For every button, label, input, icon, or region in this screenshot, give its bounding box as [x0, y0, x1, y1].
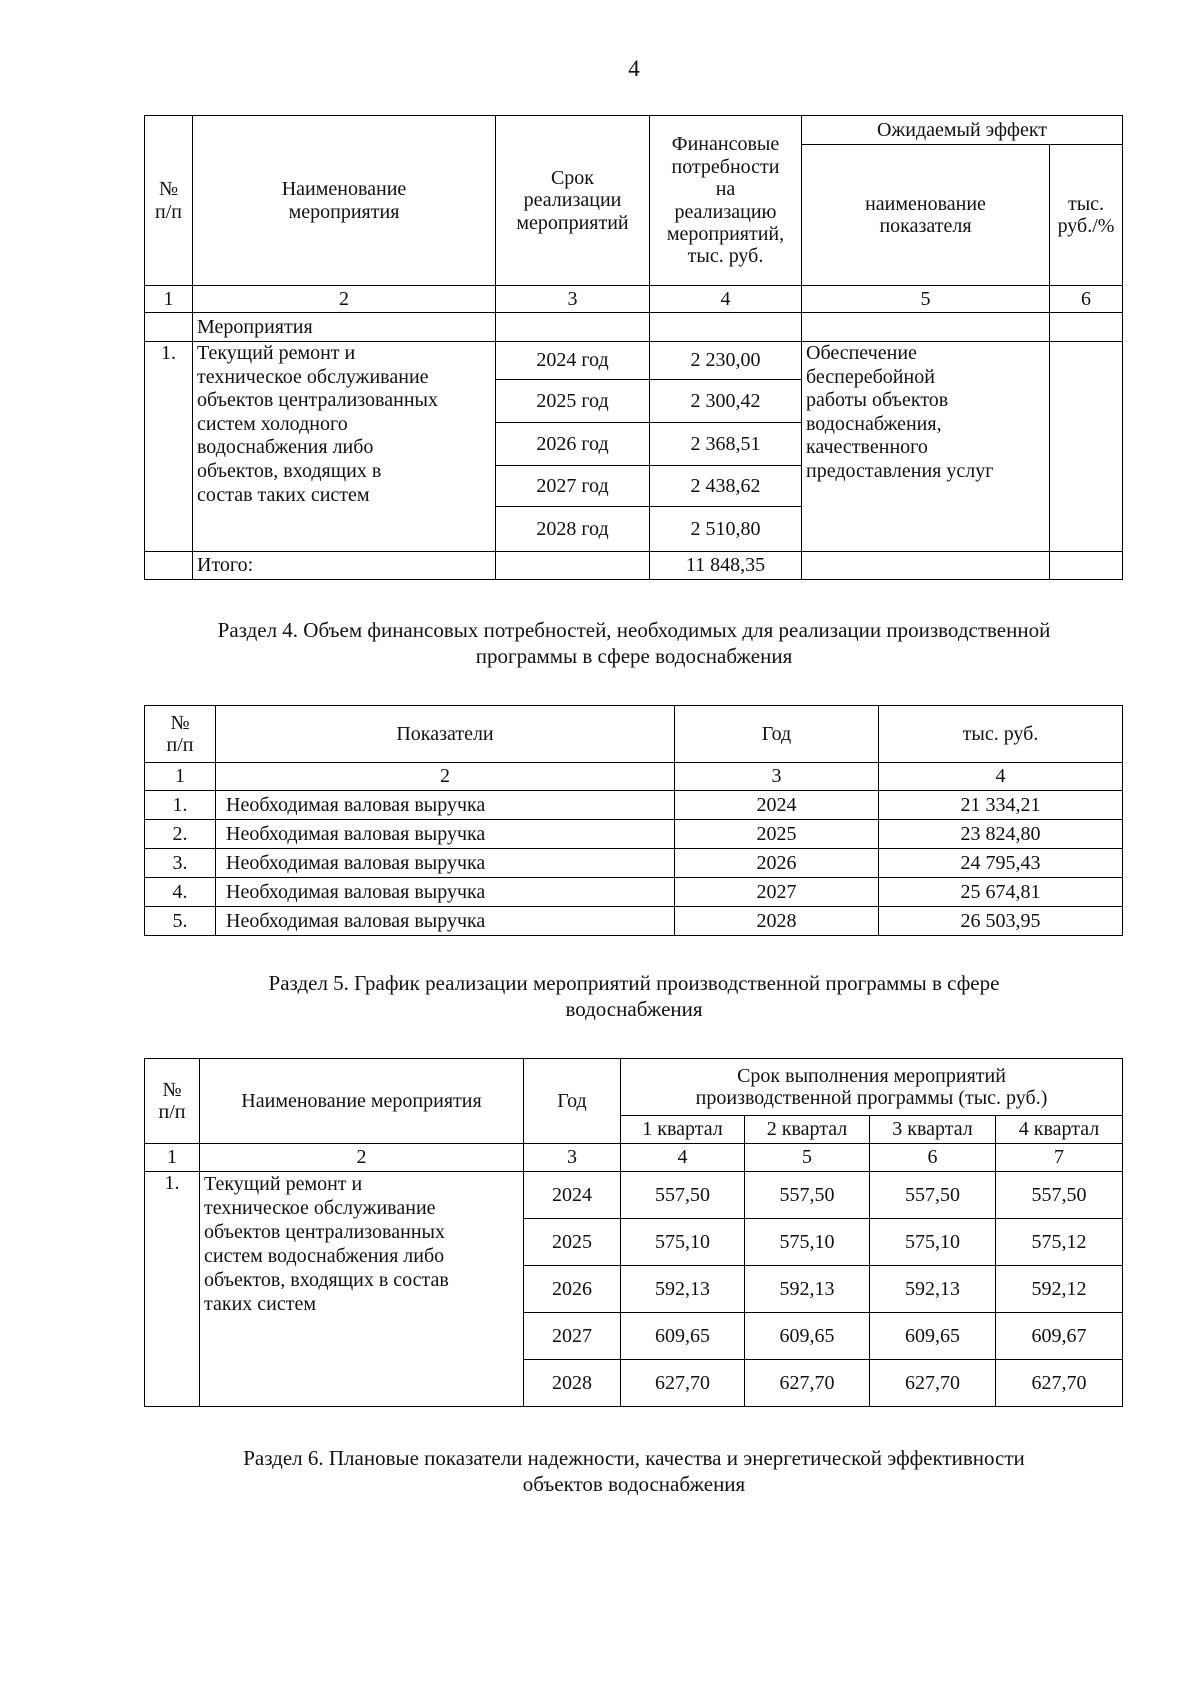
q-value: 627,70 [621, 1360, 745, 1407]
row-year: 2025 [524, 1219, 621, 1266]
header-year: Год [524, 1059, 621, 1144]
revenue-table [144, 705, 1123, 936]
q-value: 575,10 [745, 1219, 870, 1266]
year-term: 2028 год [496, 507, 650, 552]
row-year: 2028 [524, 1360, 621, 1407]
col-number: 1 [145, 763, 216, 791]
row-num: 1. [145, 791, 216, 820]
row-year: 2027 [524, 1313, 621, 1360]
row-year: 2026 [675, 849, 879, 878]
q-value: 592,13 [745, 1266, 870, 1313]
activities-table [144, 115, 1123, 580]
header-term: Срок реализации мероприятий [496, 116, 650, 286]
year-amount: 2 230,00 [650, 342, 802, 380]
q-value: 609,65 [745, 1313, 870, 1360]
q-value: 609,65 [870, 1313, 996, 1360]
col-number: 4 [621, 1144, 745, 1172]
row-num: 3. [145, 849, 216, 878]
row-year: 2028 [675, 907, 879, 936]
q-value: 557,50 [621, 1172, 745, 1219]
col-number: 5 [745, 1144, 870, 1172]
header-q4: 4 квартал [996, 1116, 1123, 1144]
row-num: 2. [145, 820, 216, 849]
col-number: 6 [1050, 286, 1123, 313]
year-amount: 2 438,62 [650, 466, 802, 507]
empty-cell [802, 313, 1050, 342]
empty-cell [145, 552, 193, 580]
q-value: 627,70 [870, 1360, 996, 1407]
col-number: 6 [870, 1144, 996, 1172]
q-value: 557,50 [745, 1172, 870, 1219]
col-number: 3 [496, 286, 650, 313]
col-number: 2 [216, 763, 675, 791]
table-row [145, 820, 1123, 849]
row-year: 2027 [675, 878, 879, 907]
effect-text: Обеспечение бесперебойной работы объектов водоснабжения, качественного предоставления услуг [802, 342, 1050, 552]
q-value: 592,12 [996, 1266, 1123, 1313]
schedule-table [144, 1058, 1123, 1407]
header-finance: Финансовые потребности на реализацию мероприятий, тыс. руб. [650, 116, 802, 286]
row-indicator: Необходимая валовая выручка [216, 791, 675, 820]
header-q3: 3 квартал [870, 1116, 996, 1144]
header-indicator: Показатели [216, 706, 675, 763]
total-amount: 11 848,35 [650, 552, 802, 580]
item-num: 1. [145, 342, 193, 552]
row-num: 4. [145, 878, 216, 907]
header-name: Наименование мероприятия [193, 116, 496, 286]
row-year: 2024 [675, 791, 879, 820]
table-row [145, 878, 1123, 907]
empty-cell [650, 313, 802, 342]
col-number: 5 [802, 286, 1050, 313]
empty-cell [1050, 313, 1123, 342]
header-num: № п/п [145, 1059, 200, 1144]
section-4-title: Раздел 4. Объем финансовых потребностей, необходимых для реализации производственной программы в сфере водоснабжения [217, 618, 1051, 669]
col-number: 4 [879, 763, 1123, 791]
q-value: 575,12 [996, 1219, 1123, 1266]
col-number: 3 [524, 1144, 621, 1172]
header-name: Наименование мероприятия [200, 1059, 524, 1144]
total-label: Итого: [193, 552, 496, 580]
col-number: 1 [145, 1144, 200, 1172]
year-amount: 2 300,42 [650, 380, 802, 423]
row-year: 2025 [675, 820, 879, 849]
empty-cell [802, 552, 1050, 580]
header-num: № п/п [145, 706, 216, 763]
table-row [145, 791, 1123, 820]
header-num: № п/п [145, 116, 193, 286]
header-q2: 2 квартал [745, 1116, 870, 1144]
header-effect-name: наименование показателя [802, 145, 1050, 286]
effect-value [1050, 342, 1123, 552]
row-value: 21 334,21 [879, 791, 1123, 820]
col-number: 7 [996, 1144, 1123, 1172]
header-value: тыс. руб. [879, 706, 1123, 763]
row-num: 5. [145, 907, 216, 936]
year-term: 2026 год [496, 423, 650, 466]
col-number: 1 [145, 286, 193, 313]
table-row [145, 849, 1123, 878]
group-label: Мероприятия [193, 313, 496, 342]
empty-cell [1050, 552, 1123, 580]
q-value: 557,50 [996, 1172, 1123, 1219]
row-year: 2024 [524, 1172, 621, 1219]
year-term: 2024 год [496, 342, 650, 380]
q-value: 627,70 [996, 1360, 1123, 1407]
header-deadline: Срок выполнения мероприятий производственной программы (тыс. руб.) [621, 1059, 1123, 1116]
header-effect-value: тыс. руб./% [1050, 145, 1123, 286]
row-indicator: Необходимая валовая выручка [216, 907, 675, 936]
row-indicator: Необходимая валовая выручка [216, 878, 675, 907]
row-indicator: Необходимая валовая выручка [216, 820, 675, 849]
row-value: 23 824,80 [879, 820, 1123, 849]
table-row [145, 907, 1123, 936]
q-value: 592,13 [870, 1266, 996, 1313]
header-effect: Ожидаемый эффект [802, 116, 1123, 145]
q-value: 575,10 [870, 1219, 996, 1266]
year-term: 2027 год [496, 466, 650, 507]
year-term: 2025 год [496, 380, 650, 423]
section-5-title: Раздел 5. График реализации мероприятий производственной программы в сфере водоснабжения [268, 971, 1000, 1022]
col-number: 2 [193, 286, 496, 313]
item-name: Текущий ремонт и техническое обслуживание объектов централизованных систем холодного водоснабжения либо объектов, входящих в состав таких систем [193, 342, 496, 552]
q-value: 592,13 [621, 1266, 745, 1313]
header-q1: 1 квартал [621, 1116, 745, 1144]
empty-cell [145, 313, 193, 342]
q-value: 609,67 [996, 1313, 1123, 1360]
q-value: 575,10 [621, 1219, 745, 1266]
row-value: 25 674,81 [879, 878, 1123, 907]
col-number: 4 [650, 286, 802, 313]
page-number: 4 [628, 56, 640, 81]
row-year: 2026 [524, 1266, 621, 1313]
header-year: Год [675, 706, 879, 763]
row-value: 26 503,95 [879, 907, 1123, 936]
row-indicator: Необходимая валовая выручка [216, 849, 675, 878]
q-value: 609,65 [621, 1313, 745, 1360]
col-number: 3 [675, 763, 879, 791]
empty-cell [496, 552, 650, 580]
row-value: 24 795,43 [879, 849, 1123, 878]
empty-cell [496, 313, 650, 342]
q-value: 557,50 [870, 1172, 996, 1219]
col-number: 2 [200, 1144, 524, 1172]
item-name: Текущий ремонт и техническое обслуживание объектов централизованных систем водоснабжения либо объектов, входящих в состав таких систем [200, 1172, 524, 1407]
q-value: 627,70 [745, 1360, 870, 1407]
item-num: 1. [145, 1172, 200, 1407]
section-6-title: Раздел 6. Плановые показатели надежности, качества и энергетической эффективности объектов водоснабжения [243, 1446, 1025, 1497]
year-amount: 2 368,51 [650, 423, 802, 466]
year-amount: 2 510,80 [650, 507, 802, 552]
